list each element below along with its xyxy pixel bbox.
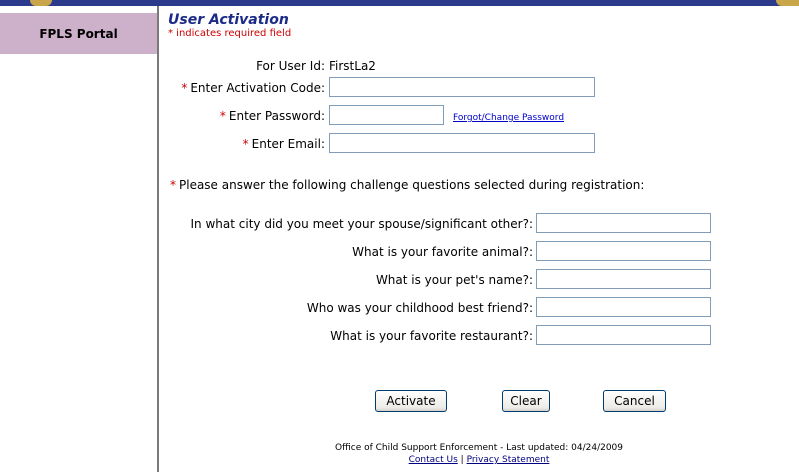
contact-us-link[interactable]: Contact Us bbox=[408, 455, 458, 465]
password-input[interactable] bbox=[329, 105, 444, 125]
required-marker: * bbox=[170, 178, 176, 192]
question-label: Who was your childhood best friend?: bbox=[306, 301, 533, 315]
challenge-questions-intro: * Please answer the following challenge questions selected during registration: bbox=[170, 178, 645, 192]
question-answer-input[interactable] bbox=[536, 269, 711, 289]
cancel-button[interactable]: Cancel bbox=[603, 390, 666, 412]
activation-code-label: * Enter Activation Code: bbox=[181, 81, 325, 95]
required-marker: * bbox=[242, 137, 249, 151]
forgot-password-link[interactable]: Forgot/Change Password bbox=[453, 113, 565, 123]
required-field-note: * indicates required field bbox=[168, 28, 292, 39]
sidebar-item-fpls-portal[interactable] bbox=[0, 13, 157, 54]
footer-separator: | bbox=[460, 455, 464, 465]
privacy-statement-link[interactable]: Privacy Statement bbox=[466, 455, 550, 465]
question-answer-input[interactable] bbox=[536, 241, 711, 261]
page-title: User Activation bbox=[168, 12, 289, 28]
sidebar-item-label: FPLS Portal bbox=[39, 26, 118, 41]
footer-text: Office of Child Support Enforcement - Last updated: 04/24/2009 bbox=[334, 443, 624, 453]
required-marker: * bbox=[181, 81, 188, 95]
question-label: What is your pet's name?: bbox=[375, 273, 533, 287]
main-content bbox=[159, 6, 799, 472]
activate-button[interactable]: Activate bbox=[375, 390, 447, 412]
question-answer-input[interactable] bbox=[536, 297, 711, 317]
footer-links bbox=[159, 455, 799, 465]
user-id-value: FirstLa2 bbox=[329, 59, 376, 73]
password-label: * Enter Password: bbox=[219, 109, 325, 123]
question-label: What is your favorite animal?: bbox=[352, 245, 533, 259]
sidebar bbox=[0, 6, 157, 472]
activation-code-input[interactable] bbox=[329, 77, 595, 97]
question-answer-input[interactable] bbox=[536, 213, 711, 233]
question-answer-input[interactable] bbox=[536, 325, 711, 345]
question-label: What is your favorite restaurant?: bbox=[330, 329, 533, 343]
clear-button[interactable]: Clear bbox=[502, 390, 550, 412]
question-label: In what city did you meet your spouse/significant other?: bbox=[190, 217, 533, 231]
email-input[interactable] bbox=[329, 133, 595, 153]
email-label: * Enter Email: bbox=[242, 137, 325, 151]
required-marker: * bbox=[219, 109, 226, 123]
user-id-label: For User Id: bbox=[256, 59, 325, 73]
